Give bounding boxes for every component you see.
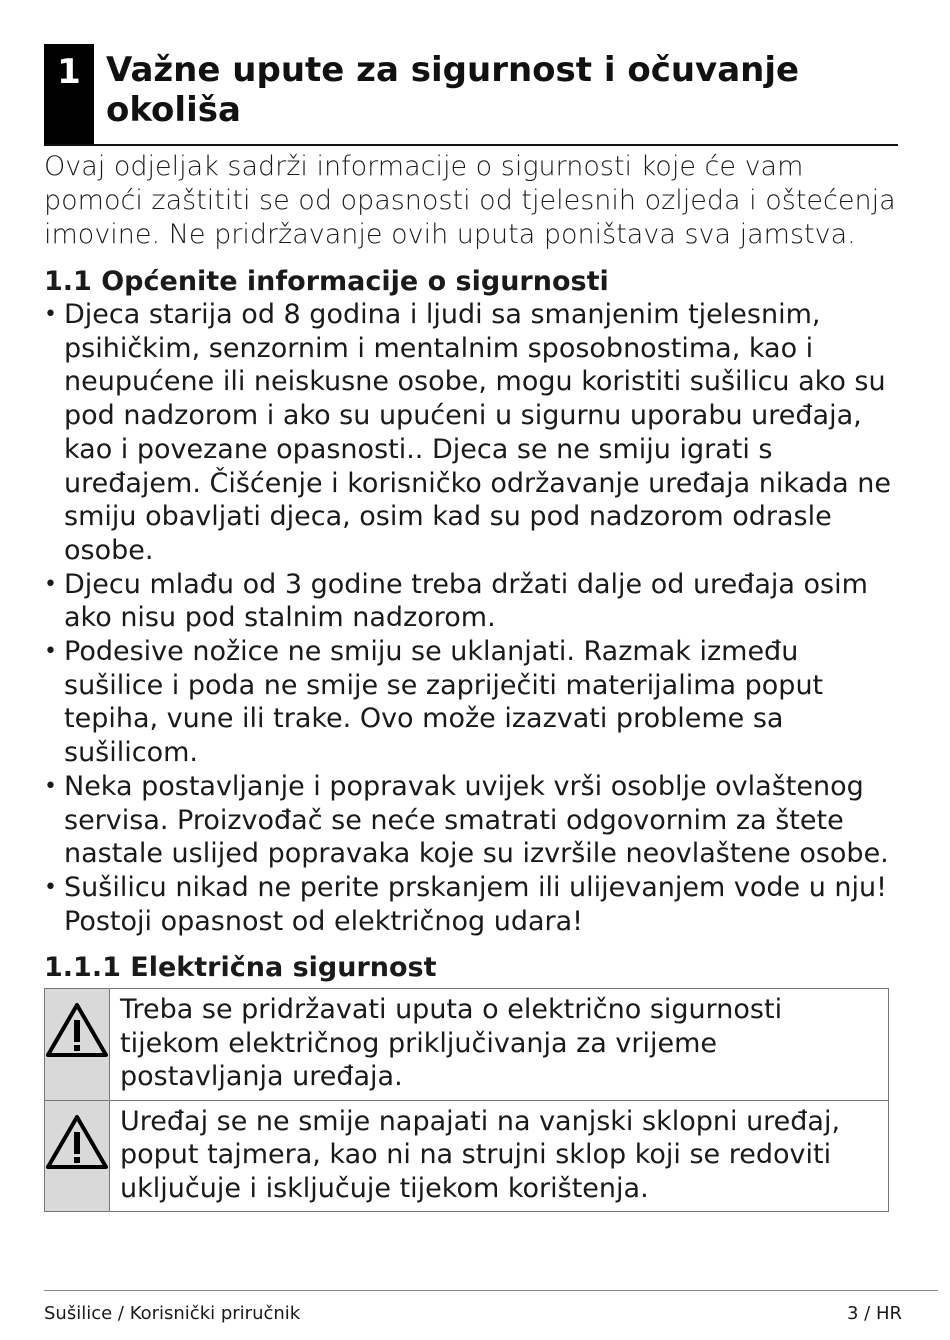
chapter-title-line-1: Važne upute za sigurnost i očuvanje (106, 50, 800, 90)
bullet-icon: • (44, 302, 57, 327)
section-heading-general-safety: 1.1 Općenite informacije o sigurnosti (44, 266, 609, 297)
chapter-header (44, 44, 898, 146)
bullet-icon: • (44, 874, 57, 900)
list-item (44, 770, 898, 871)
warning-table (44, 988, 889, 1212)
page-footer (44, 1290, 938, 1325)
list-item (44, 298, 898, 568)
warning-triangle-icon (45, 1113, 109, 1171)
list-item (44, 568, 898, 635)
intro-paragraph: Ovaj odjeljak sadrži informacije o sigurnosti koje će vam pomoći zaštititi se od opasnosti od tjelesnih ozljeda i oštećenja imovine. Ne pridržavanje ovih uputa poništava sva jamstva. (44, 151, 896, 250)
safety-bullet-list (44, 298, 898, 938)
footer-manual-title: Sušilice / Korisnički priručnik (44, 1303, 301, 1324)
section-heading-electrical-safety: 1.1.1 Električna sigurnost (44, 952, 437, 984)
list-item (44, 635, 898, 770)
chapter-title-line-2: okoliša (106, 90, 241, 130)
chapter-title (94, 44, 799, 144)
warning-icon-cell (45, 989, 110, 1100)
list-item-text: Djecu mlađu od 3 godine treba držati dalje od uređaja osim ako nisu pod stalnim nadzorom. (64, 568, 868, 634)
warning-text: Treba se pridržavati uputa o električno sigurnosti tijekom električnog priključivanja za vrijeme postavljanja uređaja. (120, 994, 783, 1093)
manual-page (44, 44, 898, 1212)
bullet-icon: • (44, 639, 57, 665)
bullet-icon: • (44, 571, 57, 597)
warning-row (45, 989, 888, 1100)
list-item-text: Sušilicu nikad ne perite prskanjem ili ulijevanjem vode u nju! Postoji opasnost od električnog udara! (64, 871, 887, 937)
warning-text: Uređaj se ne smije napajati na vanjski sklopni uređaj, poput tajmera, kao ni na strujni sklop koji se redoviti uključuje i isključuje tijekom korištenja. (120, 1105, 841, 1204)
list-item-text: Podesive nožice ne smiju se uklanjati. Razmak između sušilice i poda ne smije se zapriječiti materijalima poput tepiha, vune ili trake. Ovo može izazvati probleme sa sušilicom. (64, 636, 824, 769)
chapter-number: 1 (44, 44, 94, 144)
bullet-icon: • (44, 773, 57, 799)
warning-row (45, 1100, 888, 1212)
list-item-text: Djeca starija od 8 godina i ljudi sa smanjenim tjelesnim, psihičkim, senzornim i mentalnim sposobnostima, kao i neupućene ili neiskusne osobe, mogu koristiti sušilicu ako su pod nadzorom i ako su upućeni u sigurnu uporabu uređaja, kao i povezane opasnosti.. Djeca se ne smiju igrati s uređajem. Čišćenje i korisničko održavanje uređaja nikada ne smiju obavljati djeca, osim kad su pod nadzorom odrasle osobe. (64, 299, 892, 566)
warning-icon-cell (45, 1101, 110, 1212)
list-item (44, 871, 898, 938)
list-item-text: Neka postavljanje i popravak uvijek vrši osoblje ovlaštenog servisa. Proizvođač se neće smatrati odgovornim za štete nastale uslijed popravaka koje su izvršile neovlaštene osobe. (64, 770, 889, 870)
footer-page-number: 3 / HR (846, 1303, 902, 1324)
warning-triangle-icon (45, 1001, 109, 1059)
